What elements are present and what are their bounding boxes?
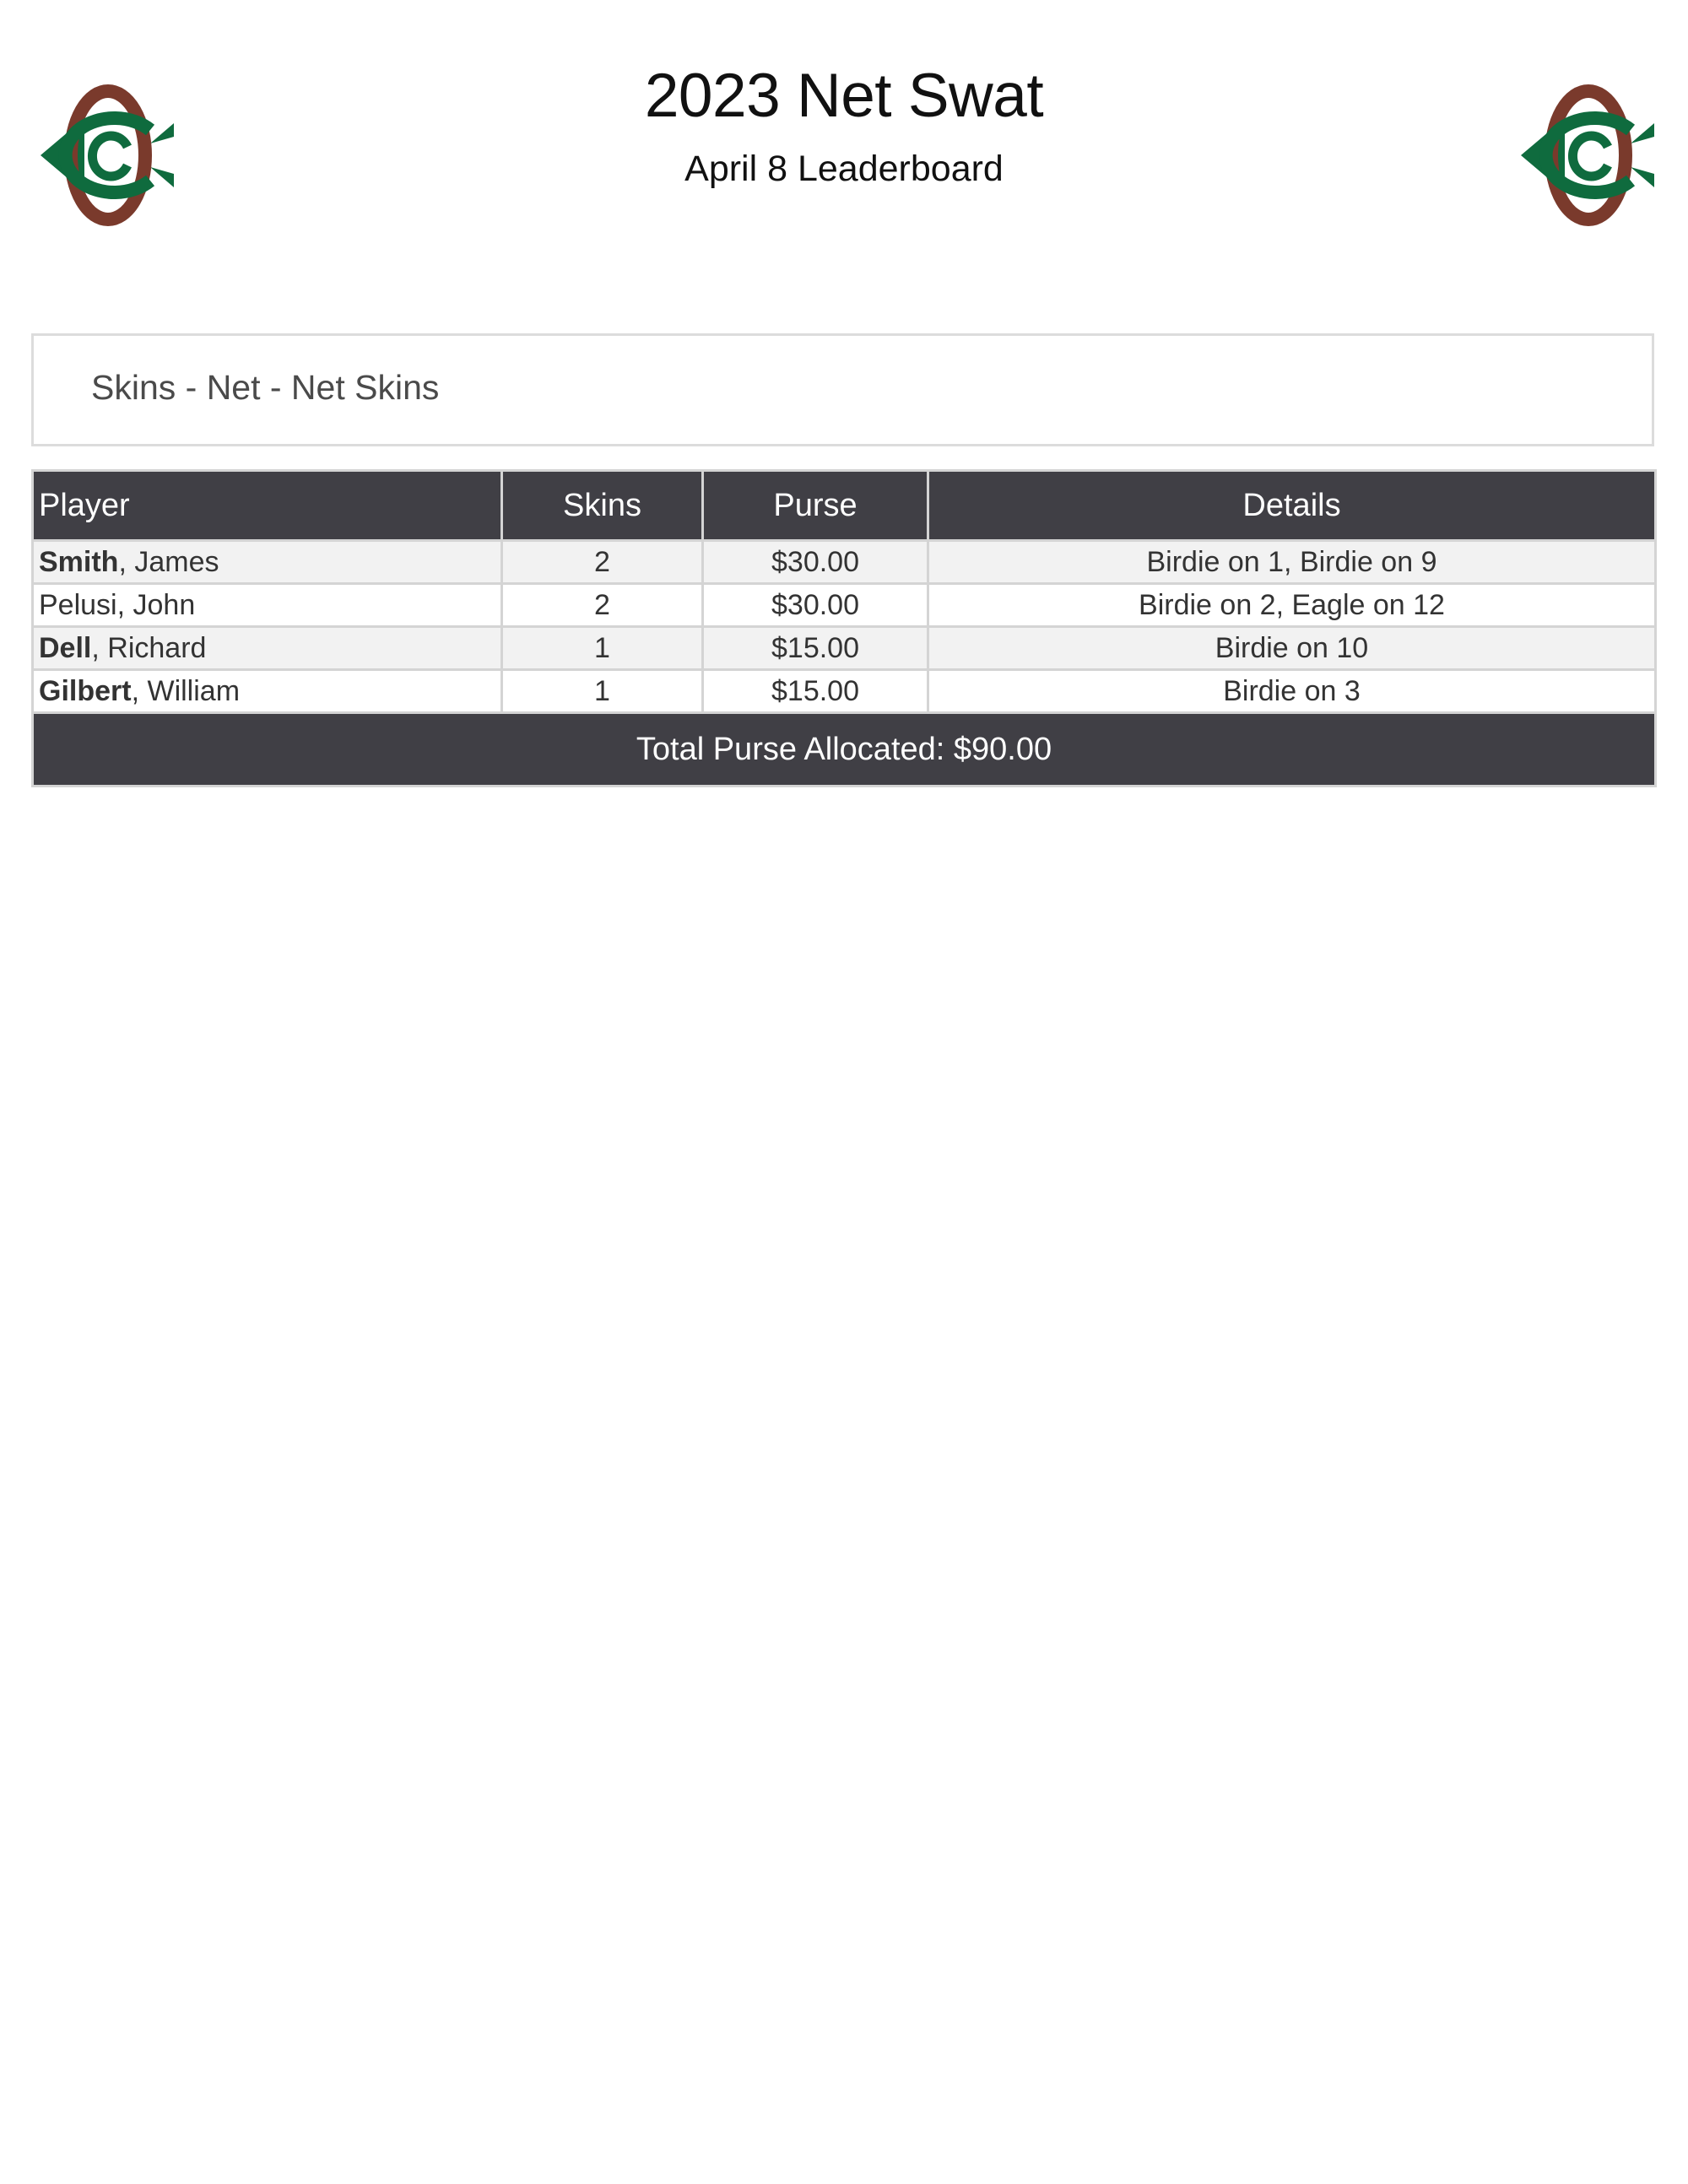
- player-last-name: Pelusi: [39, 588, 117, 621]
- column-header-player: Player: [33, 471, 502, 541]
- skins-cell: 2: [502, 584, 703, 627]
- purse-cell: $15.00: [703, 670, 928, 713]
- player-last-name: Smith: [39, 545, 119, 578]
- page-title: 2023 Net Swat: [644, 62, 1044, 130]
- player-first-name: William: [147, 674, 241, 707]
- player-first-name: John: [133, 588, 196, 621]
- player-first-name: Richard: [107, 631, 207, 664]
- player-cell: Dell, Richard: [33, 627, 502, 670]
- section-header: [31, 333, 1654, 446]
- purse-cell: $30.00: [703, 541, 928, 584]
- column-header-skins: Skins: [502, 471, 703, 541]
- skins-table: [31, 469, 1657, 787]
- table-row: [33, 670, 1656, 713]
- player-cell: Gilbert, William: [33, 670, 502, 713]
- column-header-details: Details: [928, 471, 1656, 541]
- table-row: [33, 584, 1656, 627]
- player-first-name: James: [134, 545, 219, 578]
- table-footer-row: [33, 713, 1656, 787]
- table-row: [33, 541, 1656, 584]
- purse-cell: $30.00: [703, 584, 928, 627]
- details-cell: Birdie on 3: [928, 670, 1656, 713]
- table-row: [33, 627, 1656, 670]
- player-last-name: Dell: [39, 631, 92, 664]
- player-cell: Pelusi, John: [33, 584, 502, 627]
- skins-cell: 1: [502, 670, 703, 713]
- player-last-name: Gilbert: [39, 674, 132, 707]
- table-header-row: [33, 471, 1656, 541]
- page-subtitle: April 8 Leaderboard: [684, 149, 1004, 189]
- section-title: Skins - Net - Net Skins: [91, 368, 440, 407]
- purse-cell: $15.00: [703, 627, 928, 670]
- details-cell: Birdie on 2, Eagle on 12: [928, 584, 1656, 627]
- total-purse: Total Purse Allocated: $90.00: [33, 713, 1656, 787]
- skins-cell: 2: [502, 541, 703, 584]
- details-cell: Birdie on 1, Birdie on 9: [928, 541, 1656, 584]
- player-cell: Smith, James: [33, 541, 502, 584]
- skins-cell: 1: [502, 627, 703, 670]
- column-header-purse: Purse: [703, 471, 928, 541]
- details-cell: Birdie on 10: [928, 627, 1656, 670]
